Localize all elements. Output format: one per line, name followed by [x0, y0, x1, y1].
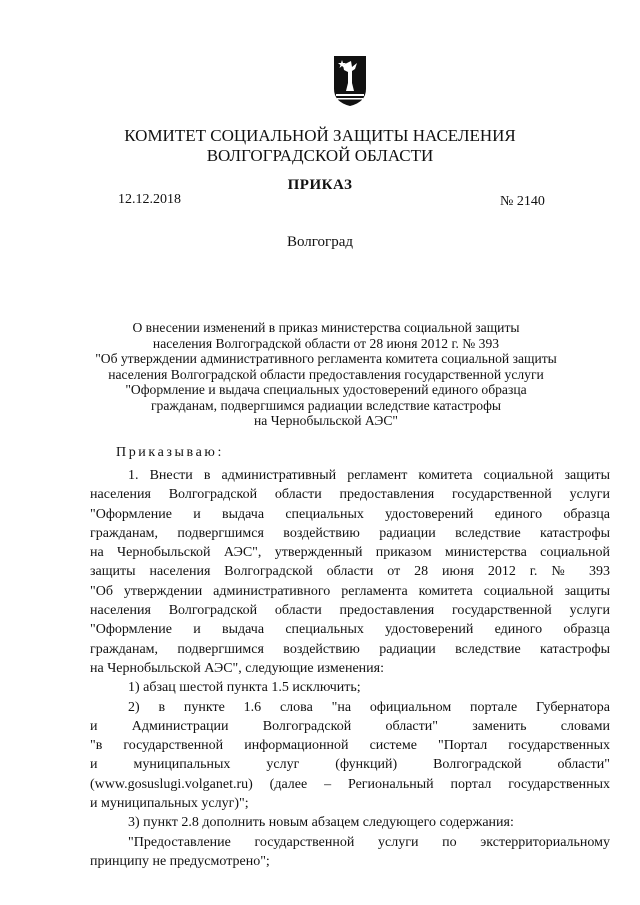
- organization-name-line2: ВОЛГОГРАДСКОЙ ОБЛАСТИ: [206, 146, 434, 165]
- body-line: (www.gosuslugi.volganet.ru) (далее – Региональный портал государственных: [90, 776, 610, 792]
- subject-line: населения Волгоградской области от 28 июня 2012 г. № 393: [152, 335, 500, 351]
- volgograd-coat-of-arms-icon: [333, 55, 367, 107]
- subject-line: населения Волгоградской области предоставления государственной услуги: [108, 366, 544, 382]
- body-line: 3) пункт 2.8 дополнить новым абзацем следующего содержания:: [128, 815, 514, 831]
- subject-line: "Оформление и выдача специальных удостоверений единого образца: [125, 382, 527, 397]
- body-line: и муниципальных услуг)";: [90, 796, 249, 812]
- body-line: и муниципальных услуг (функций) Волгоградской области": [90, 757, 610, 773]
- body-line: на Чернобыльской АЭС", утвержденный приказом министерства социальной: [90, 545, 610, 561]
- organization-name: [0, 126, 640, 166]
- document-number: № 2140: [500, 194, 545, 209]
- body-line: гражданам, подвергшимся воздействию радиации вследствие катастрофы: [90, 641, 610, 657]
- body-line: 2) в пункте 1.6 слова "на официальном портале Губернатора: [128, 699, 610, 715]
- document-date: 12.12.2018: [118, 192, 181, 207]
- subject-line: на Чернобыльской АЭС": [254, 413, 398, 428]
- body-line: "Оформление и выдача специальных удостоверений единого образца: [90, 622, 610, 638]
- subject-line: О внесении изменений в приказ министерства социальной защиты: [132, 320, 520, 335]
- body-line: "Предоставление государственной услуги по экстерриториальному: [128, 834, 610, 850]
- subject-line: гражданам, подвергшимся радиации вследствие катастрофы: [150, 397, 502, 413]
- document-city: Волгоград: [286, 234, 353, 250]
- body-line: "Об утверждении административного регламента комитета социальной защиты: [90, 583, 610, 599]
- order-body: [90, 466, 610, 871]
- body-line: на Чернобыльской АЭС", следующие изменения:: [90, 660, 384, 676]
- body-line: населения Волгоградской области предоставления государственной услуги: [90, 603, 610, 619]
- organization-name-line1: КОМИТЕТ СОЦИАЛЬНОЙ ЗАЩИТЫ НАСЕЛЕНИЯ: [124, 126, 516, 145]
- body-line: "Оформление и выдача специальных удостоверений единого образца: [90, 506, 610, 522]
- order-lead: Приказываю:: [116, 445, 224, 460]
- body-line: "в государственной информационной системе "Портал государственных: [90, 738, 610, 754]
- body-line: 1) абзац шестой пункта 1.5 исключить;: [128, 680, 361, 696]
- document-type: ПРИКАЗ: [287, 177, 353, 193]
- subject-line: "Об утверждении административного регламента комитета социальной защиты: [95, 351, 557, 366]
- body-line: защиты населения Волгоградской области от 28 июня 2012 г. № 393: [90, 564, 610, 580]
- body-line: 1. Внести в административный регламент комитета социальной защиты: [128, 468, 610, 483]
- body-line: гражданам, подвергшимся воздействию радиации вследствие катастрофы: [90, 525, 610, 541]
- document-subject: [88, 320, 564, 429]
- body-line: населения Волгоградской области предоставления государственной услуги: [90, 487, 610, 503]
- body-line: принципу не предусмотрено";: [90, 853, 270, 869]
- body-line: и Администрации Волгоградской области" заменить словами: [90, 718, 610, 734]
